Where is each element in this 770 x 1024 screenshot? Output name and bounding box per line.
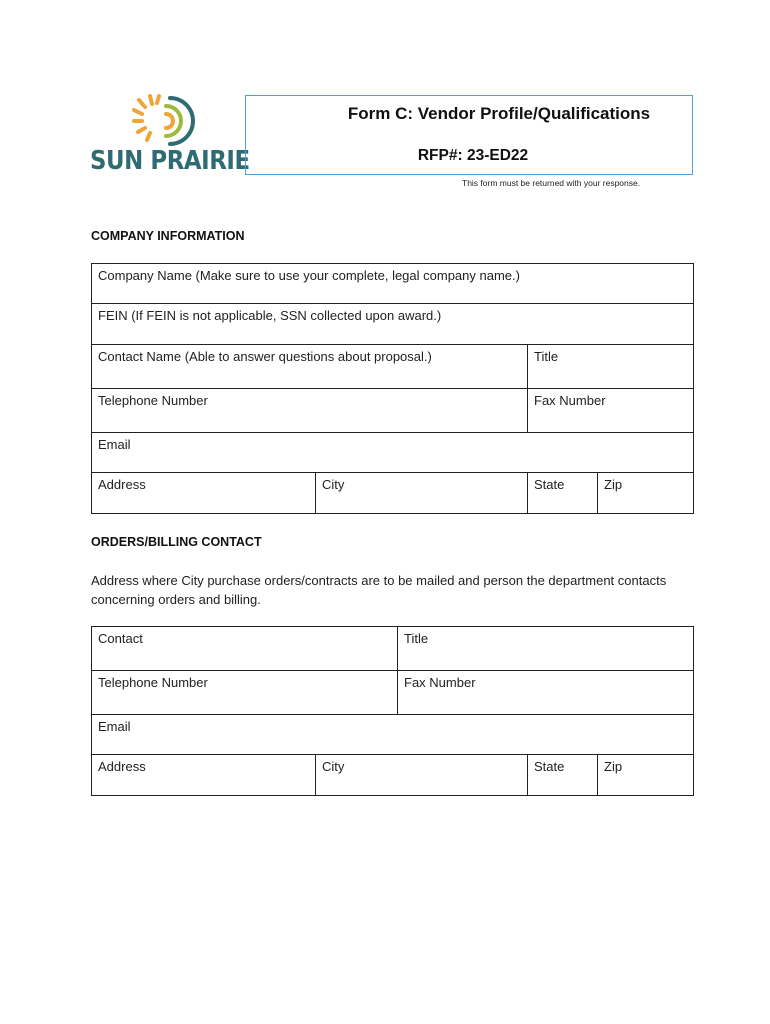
zip-field[interactable]	[598, 473, 694, 514]
title-field[interactable]	[528, 345, 694, 389]
billing-description: Address where City purchase orders/contracts are to be mailed and person the department contacts concerning orders and billing.	[91, 573, 667, 607]
company-information-table	[91, 263, 694, 514]
city-label: City	[322, 477, 345, 492]
billing-state-field[interactable]	[528, 755, 598, 796]
contact-name-field[interactable]	[92, 345, 528, 389]
billing-city-label: City	[322, 759, 345, 774]
city-field[interactable]	[316, 473, 528, 514]
company-name-label: Company Name (Make sure to use your complete, legal company name.)	[98, 268, 520, 283]
fax-label: Fax Number	[534, 393, 606, 408]
state-label: State	[534, 477, 565, 492]
address-field[interactable]	[92, 473, 316, 514]
rfp-number: RFP#: 23-ED22	[417, 147, 529, 164]
contact-name-label: Contact Name (Able to answer questions about proposal.)	[98, 349, 432, 364]
fein-field[interactable]	[92, 304, 694, 345]
logo-wordmark: SUN PRAIRIE	[90, 146, 250, 176]
billing-fax-field[interactable]	[398, 671, 694, 715]
billing-fax-label: Fax Number	[404, 675, 476, 690]
company-information-heading: COMPANY INFORMATION	[91, 229, 245, 243]
billing-contact-table	[91, 626, 694, 796]
telephone-label: Telephone Number	[98, 393, 208, 408]
address-label: Address	[98, 477, 146, 492]
zip-label: Zip	[604, 477, 623, 492]
form-title-box	[245, 95, 693, 175]
title-label: Title	[534, 349, 559, 364]
form-title: Form C: Vendor Profile/Qualifications	[347, 104, 651, 123]
billing-address-field[interactable]	[92, 755, 316, 796]
email-field[interactable]	[92, 433, 694, 473]
billing-contact-label: Contact	[98, 631, 143, 646]
company-name-field[interactable]	[92, 264, 694, 304]
sun-prairie-logo	[90, 90, 250, 180]
billing-title-field[interactable]	[398, 627, 694, 671]
billing-city-field[interactable]	[316, 755, 528, 796]
billing-email-label: Email	[98, 719, 131, 734]
billing-contact-field[interactable]	[92, 627, 398, 671]
billing-address-label: Address	[98, 759, 146, 774]
billing-state-label: State	[534, 759, 565, 774]
fax-field[interactable]	[528, 389, 694, 433]
billing-contact-heading: ORDERS/BILLING CONTACT	[91, 535, 262, 549]
sun-rays-icon	[90, 90, 242, 150]
billing-telephone-field[interactable]	[92, 671, 398, 715]
telephone-field[interactable]	[92, 389, 528, 433]
billing-zip-label: Zip	[604, 759, 623, 774]
return-note: This form must be returned with your response.	[462, 178, 641, 188]
billing-email-field[interactable]	[92, 715, 694, 755]
billing-telephone-label: Telephone Number	[98, 675, 208, 690]
billing-zip-field[interactable]	[598, 755, 694, 796]
fein-label: FEIN (If FEIN is not applicable, SSN collected upon award.)	[98, 308, 442, 323]
state-field[interactable]	[528, 473, 598, 514]
email-label: Email	[98, 437, 131, 452]
billing-title-label: Title	[404, 631, 429, 646]
